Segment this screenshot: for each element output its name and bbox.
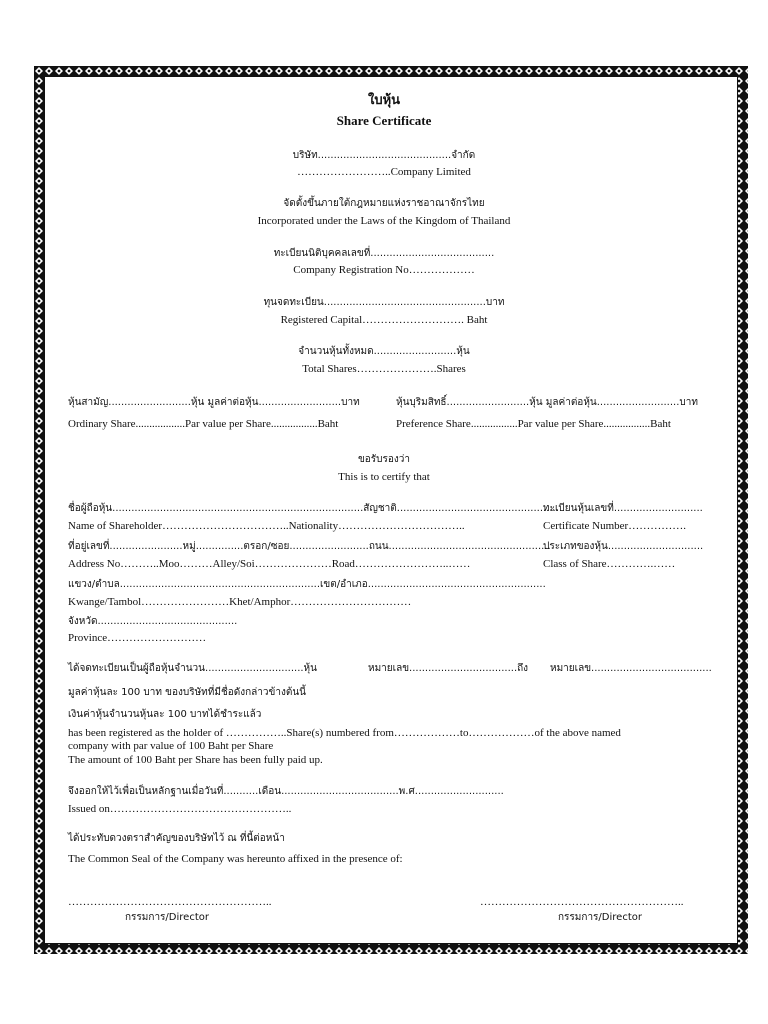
registered-capital-english: Registered Capital………………………. Baht <box>280 314 488 326</box>
shareholder-name-thai: ชื่อผู้ถือหุ้น...............................................................................สัญชาติ................................................... <box>68 503 559 514</box>
title-english: Share Certificate <box>336 113 432 128</box>
kwang-khet-thai: แขวง/ตำบล...............................................................เขต/อำเภอ........................................................ <box>68 579 546 590</box>
province-thai: จังหวัด............................................ <box>68 616 238 627</box>
certify-thai: ขอรับรองว่า <box>357 454 411 465</box>
total-shares-english: Total Shares………………….Shares <box>302 363 466 375</box>
address-english: Address No………..Moo………Alley/Soi…………………Road……………………..…… <box>68 558 471 570</box>
numbered-from-thai: หมายเลข..................................ถึง <box>368 663 529 674</box>
signature-line-right: ……………………………………………….. <box>480 896 684 908</box>
incorporated-thai: จัดตั้งขึ้นภายใต้กฎหมายแห่งราชอาณาจักรไทย <box>283 198 485 209</box>
registration-no-thai: ทะเบียนนิติบุคคลเลขที่....................................... <box>273 248 495 259</box>
ordinary-share-english: Ordinary Share..................Par value per Share.................Baht <box>68 418 339 430</box>
par-value-thai: มูลค่าหุ้นละ 100 บาท ของบริษัทที่มีชื่อดังกล่าวข้างต้นนี้ <box>68 687 307 698</box>
common-seal-english: The Common Seal of the Company was hereunto affixed in the presence of: <box>68 853 403 865</box>
holder-line-english: has been registered as the holder of ……………..Share(s) numbered from………………to………………of the above named <box>68 727 621 739</box>
certify-english: This is to certify that <box>338 471 430 483</box>
class-of-share-english: Class of Share………….…… <box>543 558 676 570</box>
province-english: Province……………………… <box>68 632 207 644</box>
shareholder-name-english: Name of Shareholder……………………………..Nationality…………………………….. <box>68 520 465 532</box>
paid-up-thai: เงินค่าหุ้นจำนวนหุ้นละ 100 บาทได้ชำระแล้ว <box>68 709 262 720</box>
registration-no-english: Company Registration No……………… <box>293 264 475 276</box>
ordinary-share-thai: หุ้นสามัญ..........................หุ้น มูลค่าต่อหุ้น..........................บาท <box>68 397 360 408</box>
company-name-thai: บริษัท..........................................จำกัด <box>292 150 476 161</box>
common-seal-thai: ได้ประทับดวงตราสำคัญของบริษัทไว้ ณ ที่นี้ต่อหน้า <box>68 833 285 844</box>
issued-on-thai: จึงออกให้ไว้เพื่อเป็นหลักฐานเมื่อวันที่...........เดือน.....................................พ.ศ............................ <box>68 786 504 797</box>
registered-capital-thai: ทุนจดทะเบียน...................................................บาท <box>263 297 505 308</box>
registered-holder-thai: ได้จดทะเบียนเป็นผู้ถือหุ้นจำนวน...............................หุ้น <box>68 663 317 674</box>
numbered-to-thai: หมายเลข...................................... <box>550 663 712 674</box>
class-of-share-thai: ประเภทของหุ้น.............................. <box>543 541 704 552</box>
preference-share-thai: หุ้นบุริมสิทธิ์..........................หุ้น มูลค่าต่อหุ้น..........................บาท <box>396 397 698 408</box>
certificate-number-english: Certificate Number……………. <box>543 520 686 532</box>
address-thai: ที่อยู่เลขที่.......................หมู่...............ตรอก/ซอย.........................ถนน................................................... <box>68 541 551 552</box>
total-shares-thai: จำนวนหุ้นทั้งหมด..........................หุ้น <box>298 346 470 357</box>
title-thai: ใบหุ้น <box>367 93 401 108</box>
preference-share-english: Preference Share.................Par value per Share.................Baht <box>396 418 671 430</box>
certificate-number-thai: ทะเบียนหุ้นเลขที่............................ <box>543 503 703 514</box>
issued-on-english: Issued on………………………………………….. <box>68 803 292 815</box>
director-label-right: กรรมการ/Director <box>558 912 642 923</box>
incorporated-english: Incorporated under the Laws of the Kingdom of Thailand <box>257 215 511 227</box>
signature-line-left: ……………………………………………….. <box>68 896 272 908</box>
kwang-khet-english: Kwange/Tambol……………………Khet/Amphor…………………………… <box>68 596 412 608</box>
director-label-left: กรรมการ/Director <box>125 912 209 923</box>
paid-up-english: The amount of 100 Baht per Share has been fully paid up. <box>68 754 323 766</box>
company-name-english: ……………………..Company Limited <box>297 166 471 178</box>
company-par-english: company with par value of 100 Baht per Share <box>68 740 274 752</box>
